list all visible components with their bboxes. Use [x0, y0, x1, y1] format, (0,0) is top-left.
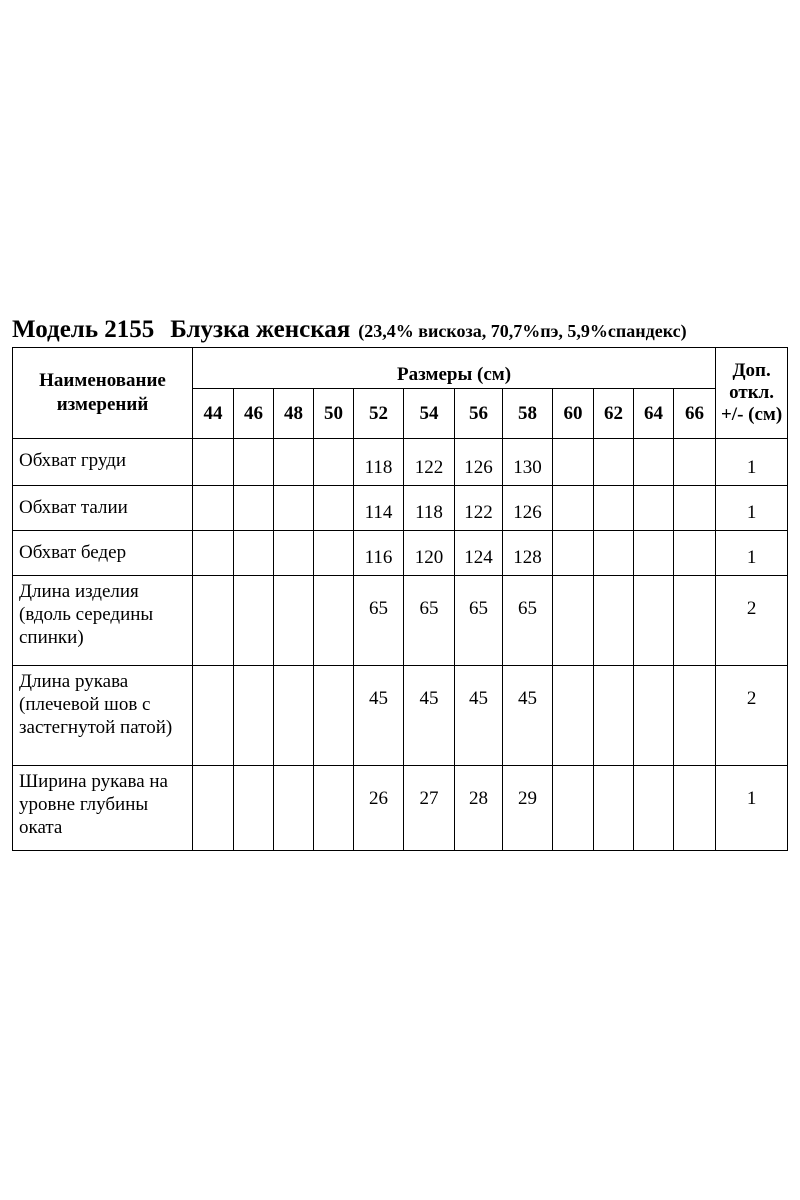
- measurement-value: [634, 766, 674, 851]
- document-title: [12, 316, 687, 344]
- measurement-value: 118: [404, 486, 455, 531]
- measurement-value: [634, 439, 674, 486]
- size-header-cell: 56: [455, 389, 503, 439]
- size-header-cell: 66: [674, 389, 716, 439]
- measurement-name: Обхват бедер: [13, 531, 193, 576]
- table-row: [13, 576, 788, 666]
- size-header-cell: 54: [404, 389, 455, 439]
- measurement-value: 116: [354, 531, 404, 576]
- measurement-value: [274, 439, 314, 486]
- measurement-value: [594, 576, 634, 666]
- measurement-value: [634, 576, 674, 666]
- measurement-value: [234, 439, 274, 486]
- measurement-value: [674, 576, 716, 666]
- measurement-value: 65: [503, 576, 553, 666]
- size-header-cell: 64: [634, 389, 674, 439]
- measurement-value: 27: [404, 766, 455, 851]
- measurement-value: [314, 531, 354, 576]
- measurement-value: [234, 531, 274, 576]
- measurement-value: [553, 576, 594, 666]
- measurement-value: 65: [404, 576, 455, 666]
- measurement-value: [634, 666, 674, 766]
- table-row: [13, 766, 788, 851]
- measurement-value: [553, 766, 594, 851]
- measurement-value: [634, 486, 674, 531]
- model-number: Модель 2155: [12, 316, 155, 343]
- measurement-value: 45: [503, 666, 553, 766]
- measurement-value: [674, 766, 716, 851]
- measurement-value: [193, 766, 234, 851]
- measurement-value: [193, 486, 234, 531]
- size-header-cell: 58: [503, 389, 553, 439]
- tolerance-value: 1: [716, 439, 788, 486]
- size-chart-table: [12, 347, 788, 851]
- measurement-value: [314, 666, 354, 766]
- tolerance-value: 1: [716, 486, 788, 531]
- tolerance-value: 1: [716, 766, 788, 851]
- measurement-value: [234, 576, 274, 666]
- measurement-value: [594, 439, 634, 486]
- table-row: [13, 531, 788, 576]
- measurement-value: 29: [503, 766, 553, 851]
- measurement-value: [234, 486, 274, 531]
- measurement-value: [674, 531, 716, 576]
- table-row: [13, 666, 788, 766]
- measurement-value: 65: [354, 576, 404, 666]
- tolerance-value: 2: [716, 666, 788, 766]
- measurement-value: [594, 666, 634, 766]
- measurement-value: 118: [354, 439, 404, 486]
- measurement-value: [193, 439, 234, 486]
- size-header-cell: 52: [354, 389, 404, 439]
- measurement-value: 130: [503, 439, 553, 486]
- measurement-value: 45: [354, 666, 404, 766]
- measurement-value: 45: [404, 666, 455, 766]
- measurement-value: 45: [455, 666, 503, 766]
- tolerance-value: 1: [716, 531, 788, 576]
- measurement-value: [274, 766, 314, 851]
- measurement-value: [553, 486, 594, 531]
- measurement-value: 28: [455, 766, 503, 851]
- header-tolerance: Доп. откл. +/- (см): [716, 348, 788, 439]
- measurement-value: [594, 766, 634, 851]
- table-row: [13, 439, 788, 486]
- measurement-value: 128: [503, 531, 553, 576]
- header-sizes: Размеры (см): [193, 348, 716, 389]
- measurement-value: 124: [455, 531, 503, 576]
- measurement-value: 26: [354, 766, 404, 851]
- measurement-value: [553, 439, 594, 486]
- measurement-value: [314, 766, 354, 851]
- size-header-cell: 46: [234, 389, 274, 439]
- measurement-value: 120: [404, 531, 455, 576]
- size-header-cell: 62: [594, 389, 634, 439]
- fabric-composition: (23,4% вискоза, 70,7%пэ, 5,9%спандекс): [358, 321, 687, 341]
- measurement-value: [594, 486, 634, 531]
- measurement-value: [274, 531, 314, 576]
- measurement-value: [274, 576, 314, 666]
- measurement-value: [274, 486, 314, 531]
- measurement-value: [674, 486, 716, 531]
- measurement-name: Обхват талии: [13, 486, 193, 531]
- measurement-value: [234, 666, 274, 766]
- measurement-value: [314, 486, 354, 531]
- table-row: [13, 486, 788, 531]
- measurement-value: [553, 666, 594, 766]
- size-header-cell: 48: [274, 389, 314, 439]
- measurement-value: 126: [455, 439, 503, 486]
- measurement-value: [594, 531, 634, 576]
- tolerance-value: 2: [716, 576, 788, 666]
- measurement-value: [314, 439, 354, 486]
- header-measurement-name: Наименование измерений: [13, 348, 193, 439]
- measurement-value: [234, 766, 274, 851]
- measurement-name: Длина изделия (вдоль середины спинки): [13, 576, 193, 666]
- measurement-value: [193, 531, 234, 576]
- measurement-value: [193, 666, 234, 766]
- measurement-value: [674, 439, 716, 486]
- measurement-value: [274, 666, 314, 766]
- measurement-value: [634, 531, 674, 576]
- measurement-value: 65: [455, 576, 503, 666]
- measurement-value: 122: [455, 486, 503, 531]
- measurement-value: 114: [354, 486, 404, 531]
- measurement-value: 122: [404, 439, 455, 486]
- size-header-cell: 50: [314, 389, 354, 439]
- measurement-value: [674, 666, 716, 766]
- size-header-cell: 60: [553, 389, 594, 439]
- measurement-value: 126: [503, 486, 553, 531]
- measurement-name: Обхват груди: [13, 439, 193, 486]
- product-name: Блузка женская: [170, 316, 351, 343]
- measurement-name: Длина рукава (плечевой шов с застегнутой патой): [13, 666, 193, 766]
- size-header-cell: 44: [193, 389, 234, 439]
- measurement-value: [314, 576, 354, 666]
- measurement-name: Ширина рукава на уровне глубины оката: [13, 766, 193, 851]
- measurement-value: [553, 531, 594, 576]
- measurement-value: [193, 576, 234, 666]
